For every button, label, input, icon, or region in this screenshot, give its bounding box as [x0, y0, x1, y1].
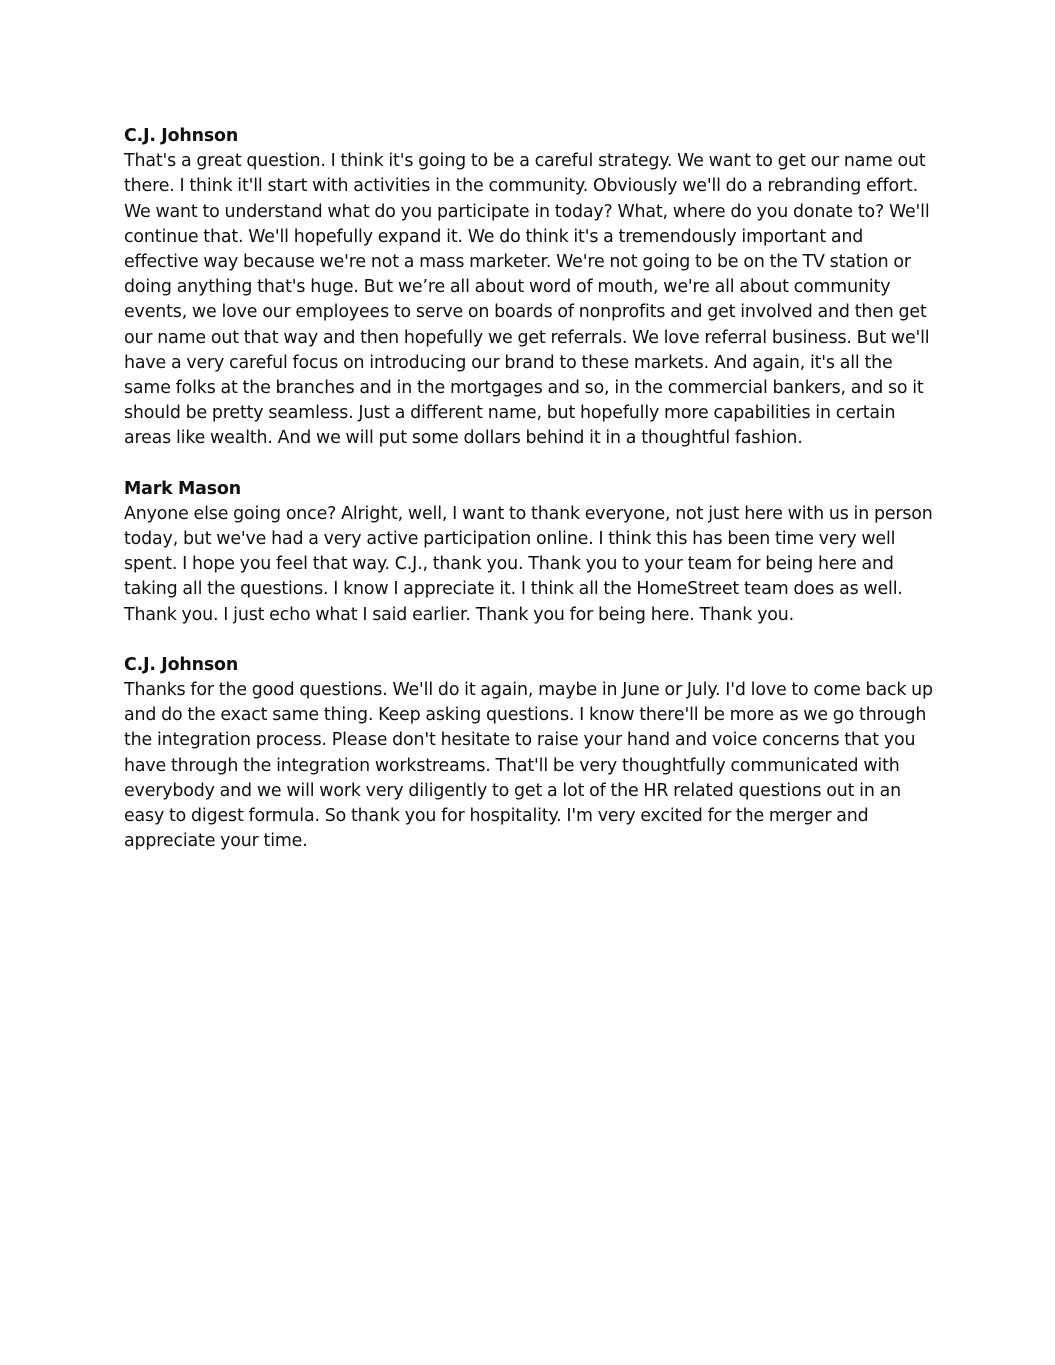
speaker-remarks: That's a great question. I think it's going to be a careful strategy. We want to get our name out there. I think it'll start with activities in the community. Obviously we'll do a rebranding effort. We want to understand what do you participate in today? What, where do you donate to? We'll continue that. We'll hopefully expand it. We do think it's a tremendously important and effective way because we're not a mass marketer. We're not going to be on the TV station or doing anything that's huge. But we’re all about word of mouth, we're all about community events, we love our employees to serve on boards of nonprofits and get involved and then get our name out that way and then hopefully we get referrals. We love referral business. But we'll have a very careful focus on introducing our brand to these markets. And again, it's all the same folks at the branches and in the mortgages and so, in the commercial bankers, and so it should be pretty seamless. Just a different name, but hopefully more capabilities in certain areas like wealth. And we will put some dollars behind it in a thoughtful fashion. [124, 151, 930, 449]
transcript-entry [124, 653, 934, 855]
transcript-entry [124, 477, 934, 628]
speaker-name: Mark Mason [124, 478, 241, 499]
speaker-name: C.J. Johnson [124, 126, 239, 146]
speaker-name: C.J. Johnson [124, 654, 239, 675]
speaker-remarks: Thanks for the good questions. We'll do it again, maybe in June or July. I'd love to come back up and do the exact same thing. Keep asking questions. I know there'll be more as we go through the integration process. Please don't hesitate to raise your hand and voice concerns that you have through the integration workstreams. That'll be very thoughtfully communicated with everybody and we will work very diligently to get a lot of the HR related questions out in an easy to digest formula. So thank you for hospitality. I'm very excited for the merger and appreciate your time. [124, 680, 933, 852]
transcript-entry [124, 124, 934, 452]
transcript-page [124, 124, 934, 879]
speaker-remarks: Anyone else going once? Alright, well, I want to thank everyone, not just here with us in person today, but we've had a very active participation online. I think this has been time very well spent. I hope you feel that way. C.J., thank you. Thank you to your team for being here and taking all the questions. I know I appreciate it. I think all the HomeStreet team does as well. Thank you. I just echo what I said earlier. Thank you for being here. Thank you. [124, 503, 933, 625]
